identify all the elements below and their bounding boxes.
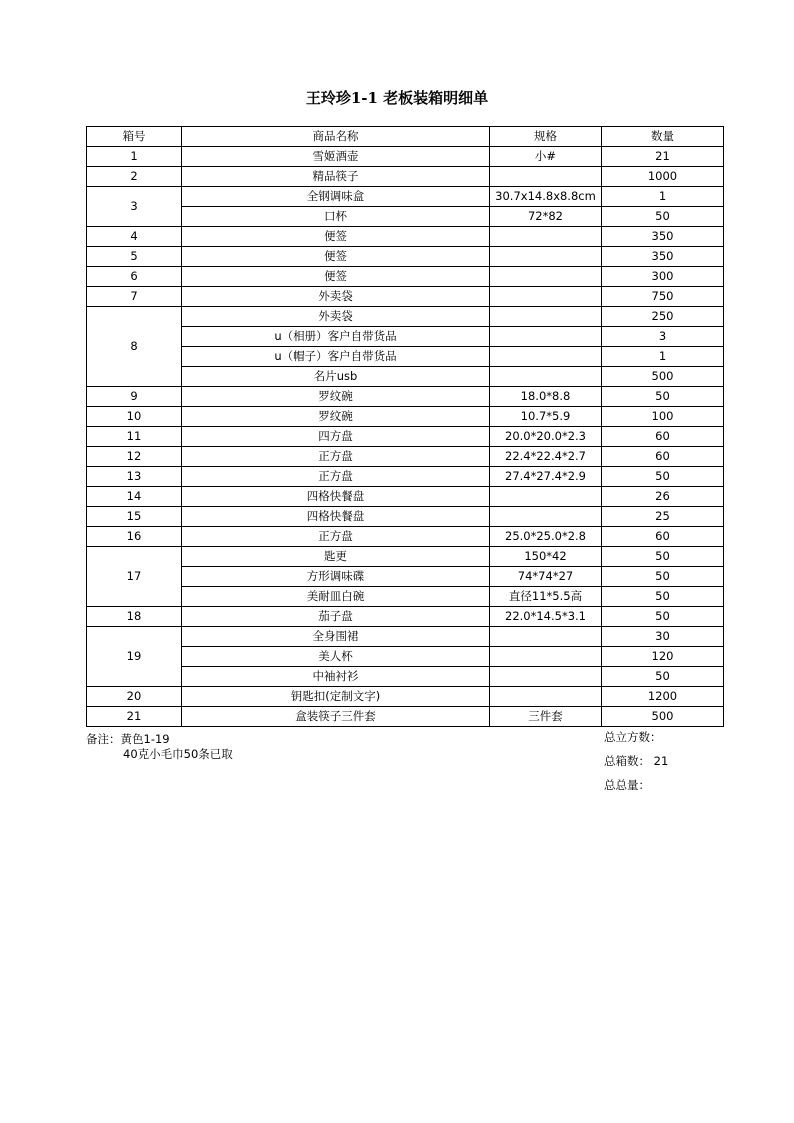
- cell-quantity: 50: [602, 207, 724, 227]
- cell-quantity: 3: [602, 327, 724, 347]
- cell-spec: 18.0*8.8: [490, 387, 602, 407]
- cell-quantity: 21: [602, 147, 724, 167]
- cell-product-name: u（帽子）客户自带货品: [182, 347, 490, 367]
- cell-quantity: 120: [602, 647, 724, 667]
- cell-product-name: 便签: [182, 267, 490, 287]
- summary: [604, 730, 668, 802]
- cell-spec: [490, 647, 602, 667]
- cell-product-name: 正方盘: [182, 447, 490, 467]
- table-row: [87, 287, 724, 307]
- cell-box-number: 17: [87, 547, 182, 607]
- cell-product-name: 名片usb: [182, 367, 490, 387]
- notes: [86, 732, 233, 762]
- cell-spec: 20.0*20.0*2.3: [490, 427, 602, 447]
- cell-box-number: 8: [87, 307, 182, 387]
- cell-box-number: 3: [87, 187, 182, 227]
- cell-spec: 150*42: [490, 547, 602, 567]
- cell-quantity: 750: [602, 287, 724, 307]
- cell-product-name: 中袖衬衫: [182, 667, 490, 687]
- cell-box-number: 4: [87, 227, 182, 247]
- table-row: [87, 427, 724, 447]
- cell-quantity: 500: [602, 367, 724, 387]
- cell-spec: [490, 347, 602, 367]
- cell-product-name: 匙更: [182, 547, 490, 567]
- table-row: [87, 667, 724, 687]
- cell-spec: [490, 287, 602, 307]
- table-row: [87, 227, 724, 247]
- cell-quantity: 60: [602, 447, 724, 467]
- cell-spec: [490, 267, 602, 287]
- cell-spec: [490, 247, 602, 267]
- total-volume: 总立方数：: [604, 730, 662, 744]
- table-body: [87, 147, 724, 727]
- cell-box-number: 10: [87, 407, 182, 427]
- table-row: [87, 647, 724, 667]
- cell-spec: 小#: [490, 147, 602, 167]
- table-row: [87, 447, 724, 467]
- table-row: [87, 567, 724, 587]
- table-row: [87, 507, 724, 527]
- cell-box-number: 6: [87, 267, 182, 287]
- cell-spec: 22.4*22.4*2.7: [490, 447, 602, 467]
- cell-spec: [490, 227, 602, 247]
- cell-quantity: 300: [602, 267, 724, 287]
- cell-quantity: 250: [602, 307, 724, 327]
- table-row: [87, 607, 724, 627]
- table-row: [87, 627, 724, 647]
- cell-quantity: 1200: [602, 687, 724, 707]
- cell-box-number: 18: [87, 607, 182, 627]
- cell-spec: [490, 487, 602, 507]
- cell-spec: 三件套: [490, 707, 602, 727]
- cell-product-name: 罗纹碗: [182, 387, 490, 407]
- cell-product-name: 外卖袋: [182, 307, 490, 327]
- cell-product-name: 全身围裙: [182, 627, 490, 647]
- table-row: [87, 527, 724, 547]
- cell-quantity: 50: [602, 587, 724, 607]
- cell-product-name: 外卖袋: [182, 287, 490, 307]
- table-row: [87, 467, 724, 487]
- cell-product-name: 美耐皿白碗: [182, 587, 490, 607]
- cell-quantity: 1: [602, 347, 724, 367]
- cell-box-number: 9: [87, 387, 182, 407]
- cell-quantity: 26: [602, 487, 724, 507]
- cell-quantity: 50: [602, 567, 724, 587]
- cell-quantity: 25: [602, 507, 724, 527]
- cell-quantity: 50: [602, 667, 724, 687]
- table-row: [87, 187, 724, 207]
- cell-product-name: 便签: [182, 227, 490, 247]
- cell-quantity: 50: [602, 467, 724, 487]
- cell-box-number: 12: [87, 447, 182, 467]
- cell-quantity: 50: [602, 607, 724, 627]
- cell-box-number: 16: [87, 527, 182, 547]
- cell-quantity: 350: [602, 247, 724, 267]
- cell-spec: 22.0*14.5*3.1: [490, 607, 602, 627]
- table-row: [87, 407, 724, 427]
- page-title: 王玲珍1-1 老板装箱明细单: [305, 89, 489, 107]
- table-row: [87, 687, 724, 707]
- table-row: [87, 547, 724, 567]
- header-product-name: 商品名称: [182, 127, 490, 147]
- header-spec: 规格: [490, 127, 602, 147]
- cell-box-number: 19: [87, 627, 182, 687]
- cell-quantity: 1: [602, 187, 724, 207]
- cell-product-name: 雪姬酒壶: [182, 147, 490, 167]
- total-boxes: 总箱数： 21: [604, 754, 669, 768]
- cell-box-number: 11: [87, 427, 182, 447]
- cell-product-name: 方形调味碟: [182, 567, 490, 587]
- cell-box-number: 15: [87, 507, 182, 527]
- cell-product-name: 盒装筷子三件套: [182, 707, 490, 727]
- cell-spec: [490, 327, 602, 347]
- cell-box-number: 5: [87, 247, 182, 267]
- table-row: [87, 247, 724, 267]
- cell-quantity: 1000: [602, 167, 724, 187]
- table-row: [87, 387, 724, 407]
- cell-quantity: 350: [602, 227, 724, 247]
- cell-box-number: 1: [87, 147, 182, 167]
- cell-box-number: 7: [87, 287, 182, 307]
- table-row: [87, 367, 724, 387]
- table-row: [87, 307, 724, 327]
- cell-quantity: 100: [602, 407, 724, 427]
- cell-quantity: 60: [602, 427, 724, 447]
- cell-product-name: 精品筷子: [182, 167, 490, 187]
- cell-product-name: 四格快餐盘: [182, 487, 490, 507]
- cell-product-name: 便签: [182, 247, 490, 267]
- table-row: [87, 167, 724, 187]
- cell-product-name: 正方盘: [182, 527, 490, 547]
- cell-spec: [490, 167, 602, 187]
- cell-box-number: 20: [87, 687, 182, 707]
- cell-spec: 25.0*25.0*2.8: [490, 527, 602, 547]
- cell-spec: [490, 687, 602, 707]
- table-row: [87, 327, 724, 347]
- cell-spec: [490, 627, 602, 647]
- note-line-2: 40克小毛巾50条已取: [123, 747, 233, 761]
- cell-spec: 10.7*5.9: [490, 407, 602, 427]
- table-row: [87, 207, 724, 227]
- cell-product-name: 美人杯: [182, 647, 490, 667]
- cell-quantity: 500: [602, 707, 724, 727]
- header-box-number: 箱号: [87, 127, 182, 147]
- cell-box-number: 21: [87, 707, 182, 727]
- cell-quantity: 50: [602, 387, 724, 407]
- table-row: [87, 347, 724, 367]
- cell-quantity: 50: [602, 547, 724, 567]
- cell-spec: 72*82: [490, 207, 602, 227]
- table-row: [87, 267, 724, 287]
- cell-box-number: 14: [87, 487, 182, 507]
- cell-spec: [490, 507, 602, 527]
- cell-box-number: 2: [87, 167, 182, 187]
- total-weight: 总总量：: [604, 778, 650, 792]
- cell-spec: 30.7x14.8x8.8cm: [490, 187, 602, 207]
- cell-product-name: 四方盘: [182, 427, 490, 447]
- cell-product-name: 茄子盘: [182, 607, 490, 627]
- table-row: [87, 707, 724, 727]
- cell-spec: [490, 667, 602, 687]
- cell-spec: 直径11*5.5高: [490, 587, 602, 607]
- table-header-row: [87, 127, 724, 147]
- cell-product-name: 正方盘: [182, 467, 490, 487]
- cell-product-name: 四格快餐盘: [182, 507, 490, 527]
- header-quantity: 数量: [602, 127, 724, 147]
- table-row: [87, 487, 724, 507]
- cell-product-name: 全钢调味盒: [182, 187, 490, 207]
- cell-spec: [490, 367, 602, 387]
- cell-spec: 27.4*27.4*2.9: [490, 467, 602, 487]
- cell-spec: 74*74*27: [490, 567, 602, 587]
- note-line-1: 备注：黄色1-19: [86, 732, 170, 746]
- cell-product-name: 口杯: [182, 207, 490, 227]
- packing-list-table: [86, 126, 724, 727]
- cell-product-name: u（相册）客户自带货品: [182, 327, 490, 347]
- cell-quantity: 60: [602, 527, 724, 547]
- cell-product-name: 钥匙扣(定制文字): [182, 687, 490, 707]
- table-row: [87, 147, 724, 167]
- table-row: [87, 587, 724, 607]
- cell-quantity: 30: [602, 627, 724, 647]
- cell-product-name: 罗纹碗: [182, 407, 490, 427]
- cell-spec: [490, 307, 602, 327]
- cell-box-number: 13: [87, 467, 182, 487]
